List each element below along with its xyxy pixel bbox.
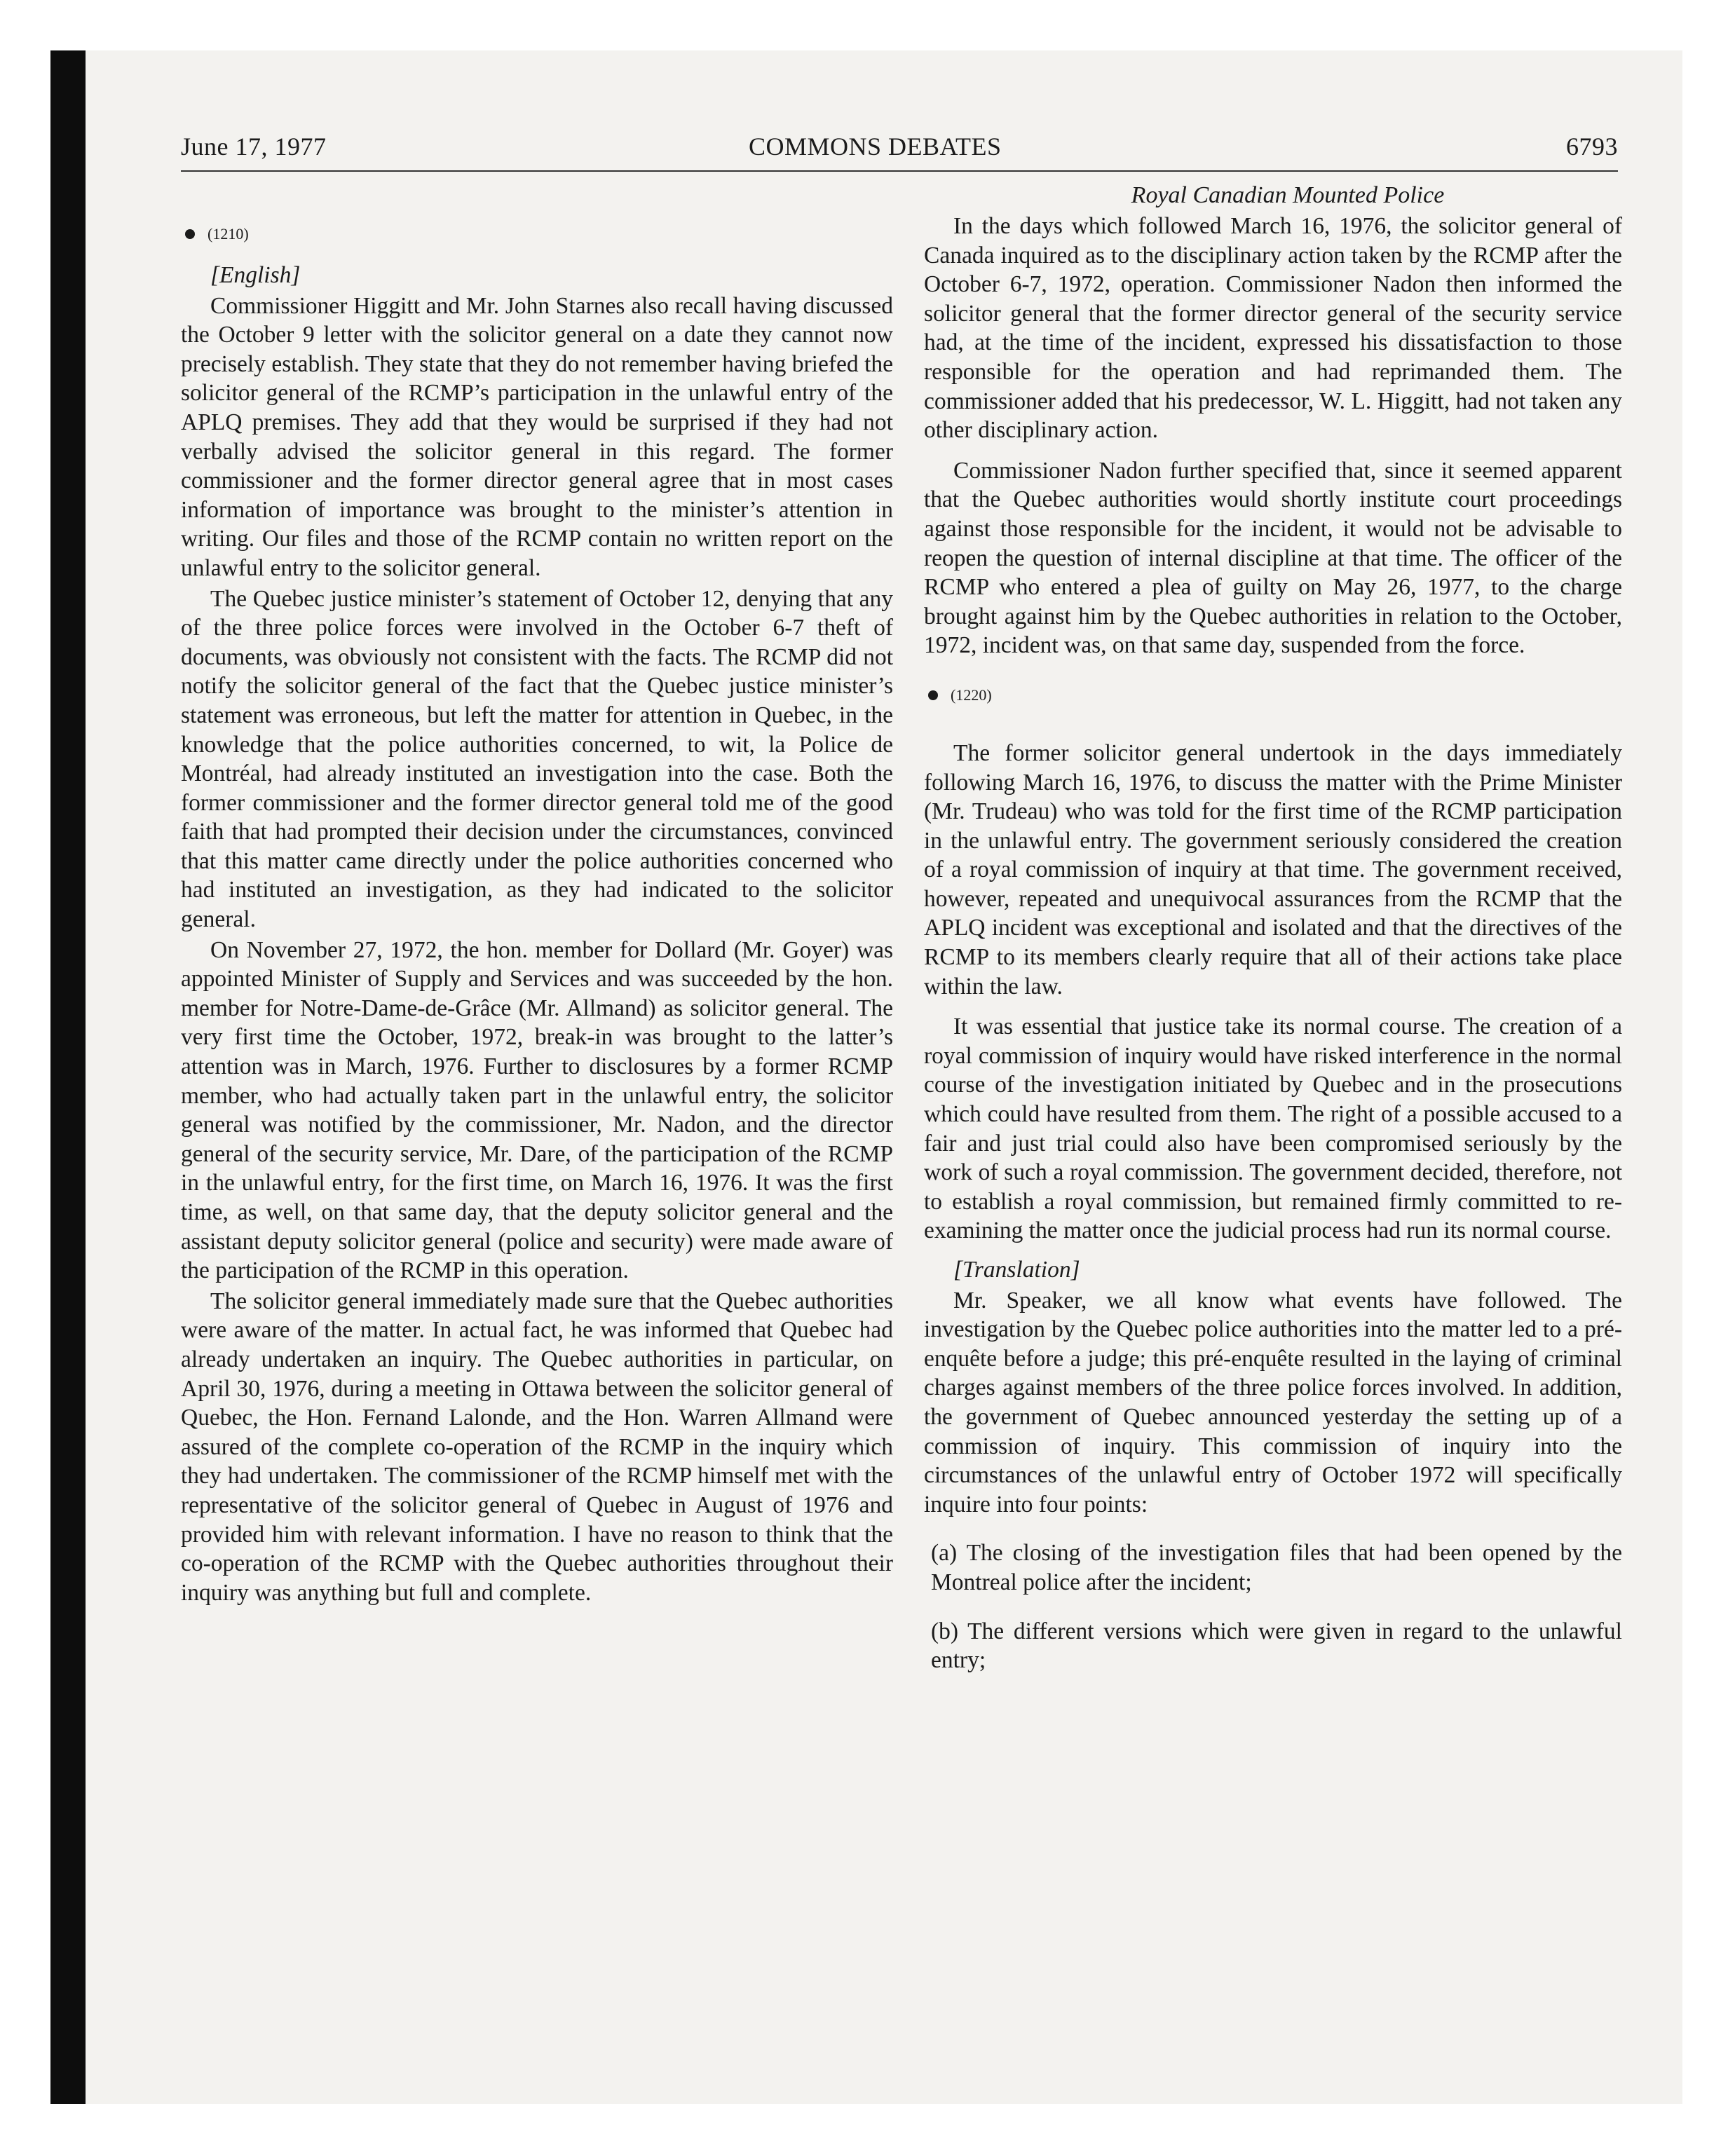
- paragraph-disciplinary-action: In the days which followed March 16, 1976, the solicitor general of Canada inquired as to the disciplinary action taken by the RCMP after the October 6-7, 1972, operation. Commissioner Nadon then informed the solicitor general that the former director general of the security service had, at the time of the incident, expressed his dissatisfaction to those responsible for the operation and had reprimanded them. The commissioner added that his predecessor, W. L. Higgitt, had not taken any other disciplinary action.: [924, 213, 1622, 444]
- list-item-a: (a) The closing of the investigation files that had been opened by the Montreal police after the incident;: [931, 1540, 1622, 1595]
- time-marker-label: (1220): [951, 685, 992, 704]
- section-subheading: Royal Canadian Mounted Police: [1131, 182, 1445, 208]
- paragraph-mr-speaker: Mr. Speaker, we all know what events have followed. The investigation by the Quebec police authorities into the matter led to a pré-enquête before a judge; this pré-enquête resulted in the laying of criminal charges against members of the three police forces involved. In addition, the government of Quebec announced yesterday the setting up of a commission of inquiry. This commission of inquiry into the circumstances of the unlawful entry of October 1972 will specifically inquire into four points:: [924, 1287, 1622, 1517]
- header-rule: [181, 170, 1618, 172]
- paragraph-nadon-specified: Commissioner Nadon further specified that, since it seemed apparent that the Quebec authorities would shortly institute court proceedings against those responsible for the incident, it would not be advisable to reopen the question of internal discipline at that time. The officer of the RCMP who entered a plea of guilty on May 26, 1977, to the charge brought against him by the Quebec authorities in relation to the October, 1972, incident was, on that same day, suspended from the force.: [924, 457, 1622, 659]
- header-page-number: 6793: [1566, 132, 1618, 161]
- list-item-b: (b) The different versions which were given in regard to the unlawful entry;: [931, 1618, 1622, 1674]
- header-date: June 17, 1977: [181, 132, 327, 161]
- language-tag-english: [English]: [210, 262, 301, 288]
- time-marker-label: (1210): [207, 225, 249, 243]
- paragraph-november-1972: On November 27, 1972, the hon. member for Dollard (Mr. Goyer) was appointed Minister of Supply and Services and was succeeded by the hon. member for Notre-Dame-de-Grâce (Mr. Allmand) as solicitor general. The very first time the October, 1972, break-in was brought to the latter’s attention was in March, 1976. Further to disclosures by a former RCMP member, who had actually taken part in the unlawful entry, the solicitor general was notified by the commissioner, Mr. Nadon, and the director general of the security service, Mr. Dare, of the participation of the RCMP in the unlawful entry, for the first time, on March 16, 1976. It was the first time, as well, on that same day, that the deputy solicitor general and the assistant deputy solicitor general (police and security) were made aware of the participation of the RCMP in this operation.: [181, 936, 893, 1284]
- header-title: COMMONS DEBATES: [749, 132, 1002, 161]
- time-marker-1210: [181, 224, 893, 244]
- paragraph-justice-normal-course: It was essential that justice take its normal course. The creation of a royal commission of inquiry would have risked interference in the normal course of the investigation initiated by Quebec and in the prosecutions which could have resulted from them. The right of a possible accused to a fair and just trial could also have been compromised seriously by the work of such a royal commission. The government decided, therefore, not to establish a royal commission, but remained firmly committed to re-examining the matter once the judicial process had run its normal course.: [924, 1014, 1622, 1244]
- paragraph-quebec-authorities: The solicitor general immediately made sure that the Quebec authorities were aware of the matter. In actual fact, he was informed that Quebec had already undertaken an inquiry. The Quebec authorities in particular, on April 30, 1976, during a meeting in Ottawa between the solicitor general of Quebec, the Hon. Fernand Lalonde, and the Hon. Warren Allmand were assured of the complete co-operation of the RCMP in the inquiry which they had undertaken. The commissioner of the RCMP himself met with the representative of the solicitor general of Quebec in August of 1976 and provided him with relevant information. I have no reason to think that the co-operation of the RCMP with the Quebec authorities throughout their inquiry was anything but full and complete.: [181, 1288, 893, 1606]
- bullet-icon: [185, 229, 195, 239]
- language-tag-translation: [Translation]: [953, 1257, 1080, 1283]
- paragraph-quebec-justice-minister: The Quebec justice minister’s statement of October 12, denying that any of the three police forces were involved in the October 6-7 theft of documents, was obviously not consistent with the facts. The RCMP did not notify the solicitor general of the fact that the Quebec justice minister’s statement was erroneous, but left the matter for attention in Quebec, in the knowledge that the police authorities concerned, to wit, la Police de Montréal, had already instituted an investigation into the case. Both the former commissioner and the former director general told me of the good faith that had prompted their decision under the circumstances, convinced that this matter came directly under the police authorities concerned who had instituted an investigation, as they had indicated to the solicitor general.: [181, 585, 893, 933]
- binding-shadow: [50, 50, 86, 2104]
- running-head: [181, 132, 1618, 171]
- bullet-icon: [928, 690, 938, 700]
- left-column: [181, 224, 893, 1607]
- time-marker-1220: [924, 685, 1622, 705]
- paragraph-higgitt-starnes: Commissioner Higgitt and Mr. John Starnes also recall having discussed the October 9 letter with the solicitor general on a date they cannot now precisely establish. They state that they do not remember having briefed the solicitor general of the RCMP’s participation in the unlawful entry of the APLQ premises. They add that they would be surprised if they had not verbally advised the solicitor general in this regard. The former commissioner and the former director general agree that in most cases information of importance was brought to the minister’s attention in writing. Our files and those of the RCMP contain no written report on the unlawful entry to the solicitor general.: [181, 292, 893, 581]
- right-column: [924, 181, 1622, 1675]
- paragraph-former-solicitor-general: The former solicitor general undertook in the days immediately following March 16, 1976, to discuss the matter with the Prime Minister (Mr. Trudeau) who was told for the first time of the RCMP participation in the unlawful entry. The government seriously considered the creation of a royal commission of inquiry at that time. The government received, however, repeated and unequivocal assurances from the RCMP that the APLQ incident was exceptional and isolated and that the directives of the RCMP to its members clearly require that all of their actions take place within the law.: [924, 739, 1622, 999]
